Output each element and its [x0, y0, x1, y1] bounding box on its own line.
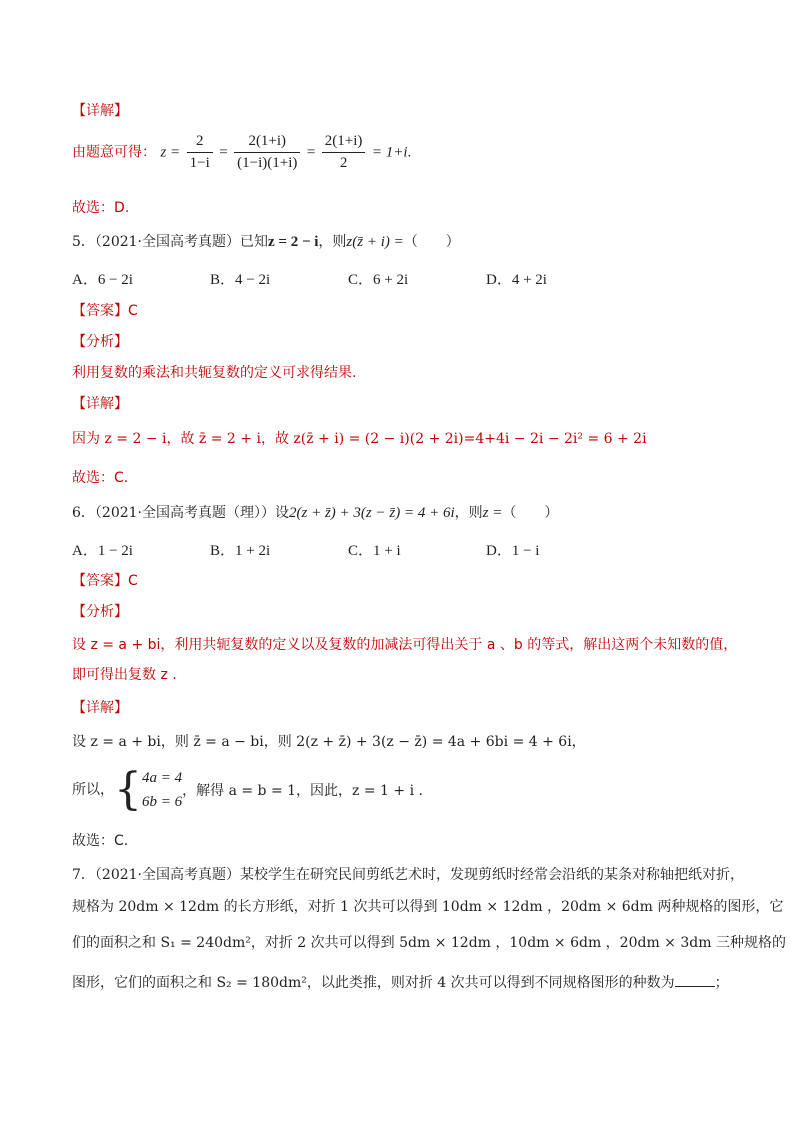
q5-option-d: D．4 + 2i	[486, 272, 547, 288]
q6-stem-z: z =	[482, 505, 503, 521]
q5-choice: 故选：C.	[72, 470, 129, 486]
q4-choice: 故选：D.	[72, 200, 130, 216]
q6-sys-2: 6b = 6	[142, 794, 183, 810]
q5-stem	[72, 231, 460, 251]
q6-stem-prefix: 6．（2021·全国高考真题（理））设	[72, 505, 289, 521]
q4-f2-num: 2(1+i)	[234, 133, 300, 153]
q7-line4-end: ；	[714, 975, 729, 991]
q4-fraction-1	[187, 133, 213, 172]
q5-expr: z(z̄ + i) =	[346, 234, 404, 250]
q4-eq-lhs: z =	[160, 144, 181, 161]
q6-option-b: B．1 + 2i	[210, 543, 271, 559]
q7-line4-text: 图形，它们的面积之和 S₂ = 180dm²，以此类推，则对折 4 次共可以得到不同规格图形的种数为	[72, 975, 675, 991]
brace-icon: {	[114, 764, 142, 815]
q5-answer: 【答案】C	[72, 303, 138, 319]
q5-given: z = 2 − i	[268, 234, 319, 250]
q5-option-c: C．6 + 2i	[348, 272, 409, 288]
q5-stem-prefix: 5．（2021·全国高考真题）已知	[72, 234, 268, 250]
q4-fraction-3	[322, 133, 366, 172]
q6-so-tail: ，解得 a = b = 1，因此，z = 1 + i .	[182, 783, 423, 799]
q4-f2-den: (1−i)(1+i)	[237, 155, 298, 171]
q4-fraction-2	[234, 133, 300, 172]
q4-f3-num: 2(1+i)	[322, 133, 366, 153]
q4-f3-den: 2	[339, 155, 348, 171]
q5-analysis: 利用复数的乘法和共轭复数的定义可求得结果.	[72, 365, 357, 381]
q5-analysis-tag: 【分析】	[72, 334, 128, 350]
q4-eq-tail: = 1+i	[371, 144, 408, 161]
q6-stem	[72, 502, 558, 522]
q6-option-a: A．1 − 2i	[72, 543, 133, 559]
q6-choice: 故选：C.	[72, 833, 129, 849]
q5-option-a: A．6 − 2i	[72, 272, 133, 288]
q6-stem-expr: 2(z + z̄) + 3(z − z̄) = 4 + 6i	[289, 505, 455, 521]
q7-line2: 规格为 20dm × 12dm 的长方形纸，对折 1 次共可以得到 10dm × 12dm ，20dm × 6dm 两种规格的图形，它	[72, 899, 784, 915]
q5-detail-tag: 【详解】	[72, 396, 128, 412]
q6-analysis-tag: 【分析】	[72, 604, 128, 620]
q6-solution	[72, 766, 423, 814]
q6-option-c: C．1 + i	[348, 543, 401, 559]
q4-f1-den: 1−i	[189, 155, 210, 171]
q6-answer: 【答案】C	[72, 573, 138, 589]
q4-detail-equation: 由题意可得： z = $\frac{2}{1-i}$ = $\frac{2(1+i)}{(1-i)(1+i)}$ = $\frac{2(1+i)}{2}$ = 1+i.	[72, 133, 412, 171]
q5-option-b: B．4 − 2i	[210, 272, 271, 288]
q6-analysis-line2: 即可得出复数 z .	[72, 667, 177, 683]
q4-detail-prefix: 由题意可得：	[72, 144, 156, 161]
q5-detail: 因为 z = 2 − i，故 z̄ = 2 + i，故 z(z̄ + i) = (2 − i)(2 + 2i)=4+4i − 2i − 2i² = 6 + 2i	[72, 431, 647, 447]
q6-so-prefix: 所以，	[72, 782, 114, 798]
q6-sys-1: 4a = 4	[142, 770, 183, 786]
q6-detail: 设 z = a + bi，则 z̄ = a − bi，则 2(z + z̄) + 3(z − z̄) = 4a + 6bi = 4 + 6i，	[72, 734, 586, 750]
q6-detail-tag: 【详解】	[72, 700, 128, 716]
q4-detail-tag: 【详解】	[72, 103, 128, 119]
q7-line4	[72, 972, 729, 992]
q6-paren: （ ）	[502, 505, 559, 521]
q6-analysis-line1: 设 z = a + bi，利用共轭复数的定义以及复数的加减法可得出关于 a 、b 的等式，解出这两个未知数的值，	[72, 637, 738, 653]
q7-line3: 们的面积之和 S₁ = 240dm²，对折 2 次共可以得到 5dm × 12dm ，10dm × 6dm ，20dm × 3dm 三种规格的	[72, 935, 786, 951]
q6-option-d: D．1 − i	[486, 543, 540, 559]
q5-stem-mid: ，则	[318, 234, 347, 250]
q6-system	[142, 766, 182, 814]
q5-paren: （ ）	[403, 234, 460, 250]
q7-line1: 7．（2021·全国高考真题）某校学生在研究民间剪纸艺术时，发现剪纸时经常会沿纸的某条对称轴把纸对折，	[72, 867, 744, 883]
q4-f1-num: 2	[187, 133, 213, 153]
answer-blank	[675, 972, 715, 987]
q6-stem-mid: ，则	[454, 505, 483, 521]
